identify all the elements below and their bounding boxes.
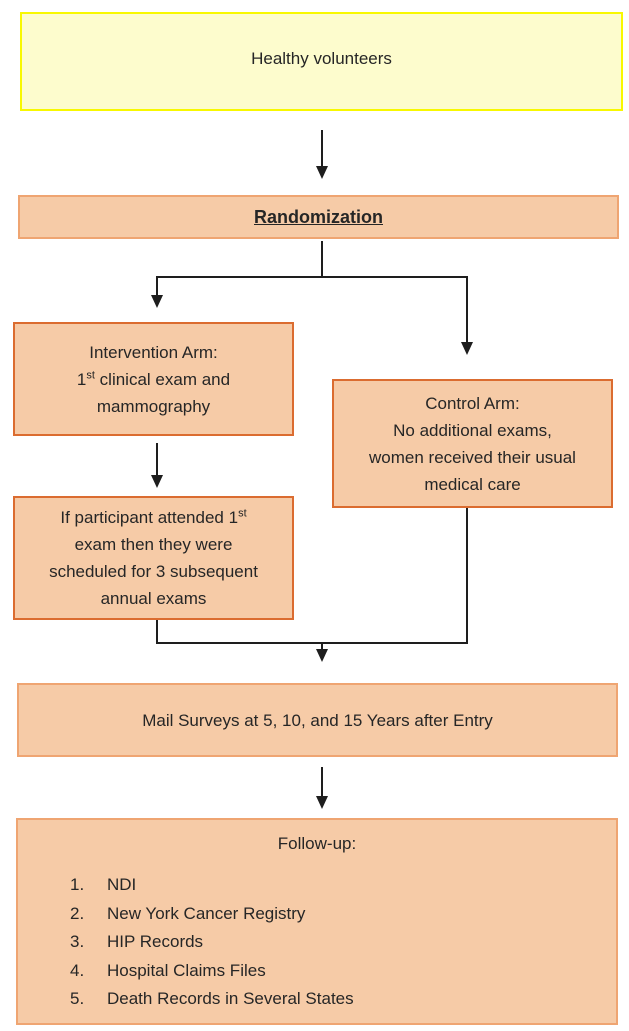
arrow-intervention-to-attendance-line: [156, 443, 158, 476]
followup-title: Follow-up:: [277, 834, 357, 853]
mail-surveys-box: [17, 683, 618, 757]
attendance-line4: annual exams: [100, 589, 207, 608]
list-item-text: NDI: [107, 875, 137, 894]
arrow-mail-to-followup-line: [321, 767, 323, 798]
list-item-number: 3.: [70, 932, 85, 951]
arrow-down-icon: [316, 166, 328, 179]
intervention-arm-box: [13, 322, 294, 436]
branch-stem-line: [321, 241, 323, 278]
merge-left-line: [156, 620, 158, 644]
attendance-line2: exam then they were: [74, 535, 233, 554]
followup-list: [18, 871, 616, 1014]
control-line4: medical care: [424, 474, 521, 494]
branch-left-line: [156, 276, 158, 296]
list-item-text: Hospital Claims Files: [107, 960, 266, 980]
arrow-down-icon: [151, 295, 163, 308]
intervention-line2: 1st clinical exam and: [76, 368, 231, 389]
intervention-line3: mammography: [96, 396, 211, 416]
list-item: [18, 871, 616, 900]
healthy-volunteers-box: [20, 12, 623, 111]
list-item-number: 2.: [70, 903, 85, 923]
branch-right-line: [466, 276, 468, 343]
list-item: [18, 900, 616, 929]
list-item: [18, 985, 616, 1014]
randomization-label: Randomization: [254, 206, 383, 227]
list-item-text: New York Cancer Registry: [107, 903, 306, 923]
attendance-line1: If participant attended 1st: [60, 507, 247, 527]
arrow-down-icon: [461, 342, 473, 355]
list-item: [18, 957, 616, 986]
healthy-volunteers-label: Healthy volunteers: [251, 49, 392, 68]
list-item-number: 4.: [70, 960, 85, 980]
followup-box: [16, 818, 618, 1025]
arrow-down-icon: [316, 796, 328, 809]
attendance-line3: scheduled for 3 subsequent: [49, 562, 258, 581]
control-line1: Control Arm:: [425, 393, 520, 413]
branch-horizontal-line: [156, 276, 468, 278]
list-item-number: 1.: [70, 875, 85, 894]
list-item-text: Death Records in Several States: [107, 989, 354, 1008]
list-item: [18, 928, 616, 957]
randomization-box: [18, 195, 619, 239]
arrow-down-icon: [151, 475, 163, 488]
control-arm-box: [332, 379, 613, 508]
control-line2: No additional exams,: [393, 420, 552, 440]
merge-horizontal-line: [156, 642, 468, 644]
list-item-text: HIP Records: [107, 932, 204, 951]
arrow-healthy-to-randomization-line: [321, 130, 323, 167]
mail-surveys-label: Mail Surveys at 5, 10, and 15 Years after Entry: [142, 710, 493, 730]
attendance-box: [13, 496, 294, 620]
merge-right-line: [466, 508, 468, 644]
intervention-line1: Intervention Arm:: [89, 342, 218, 362]
control-line3: women received their usual: [369, 447, 576, 467]
arrow-down-icon: [316, 649, 328, 662]
list-item-number: 5.: [70, 989, 85, 1008]
